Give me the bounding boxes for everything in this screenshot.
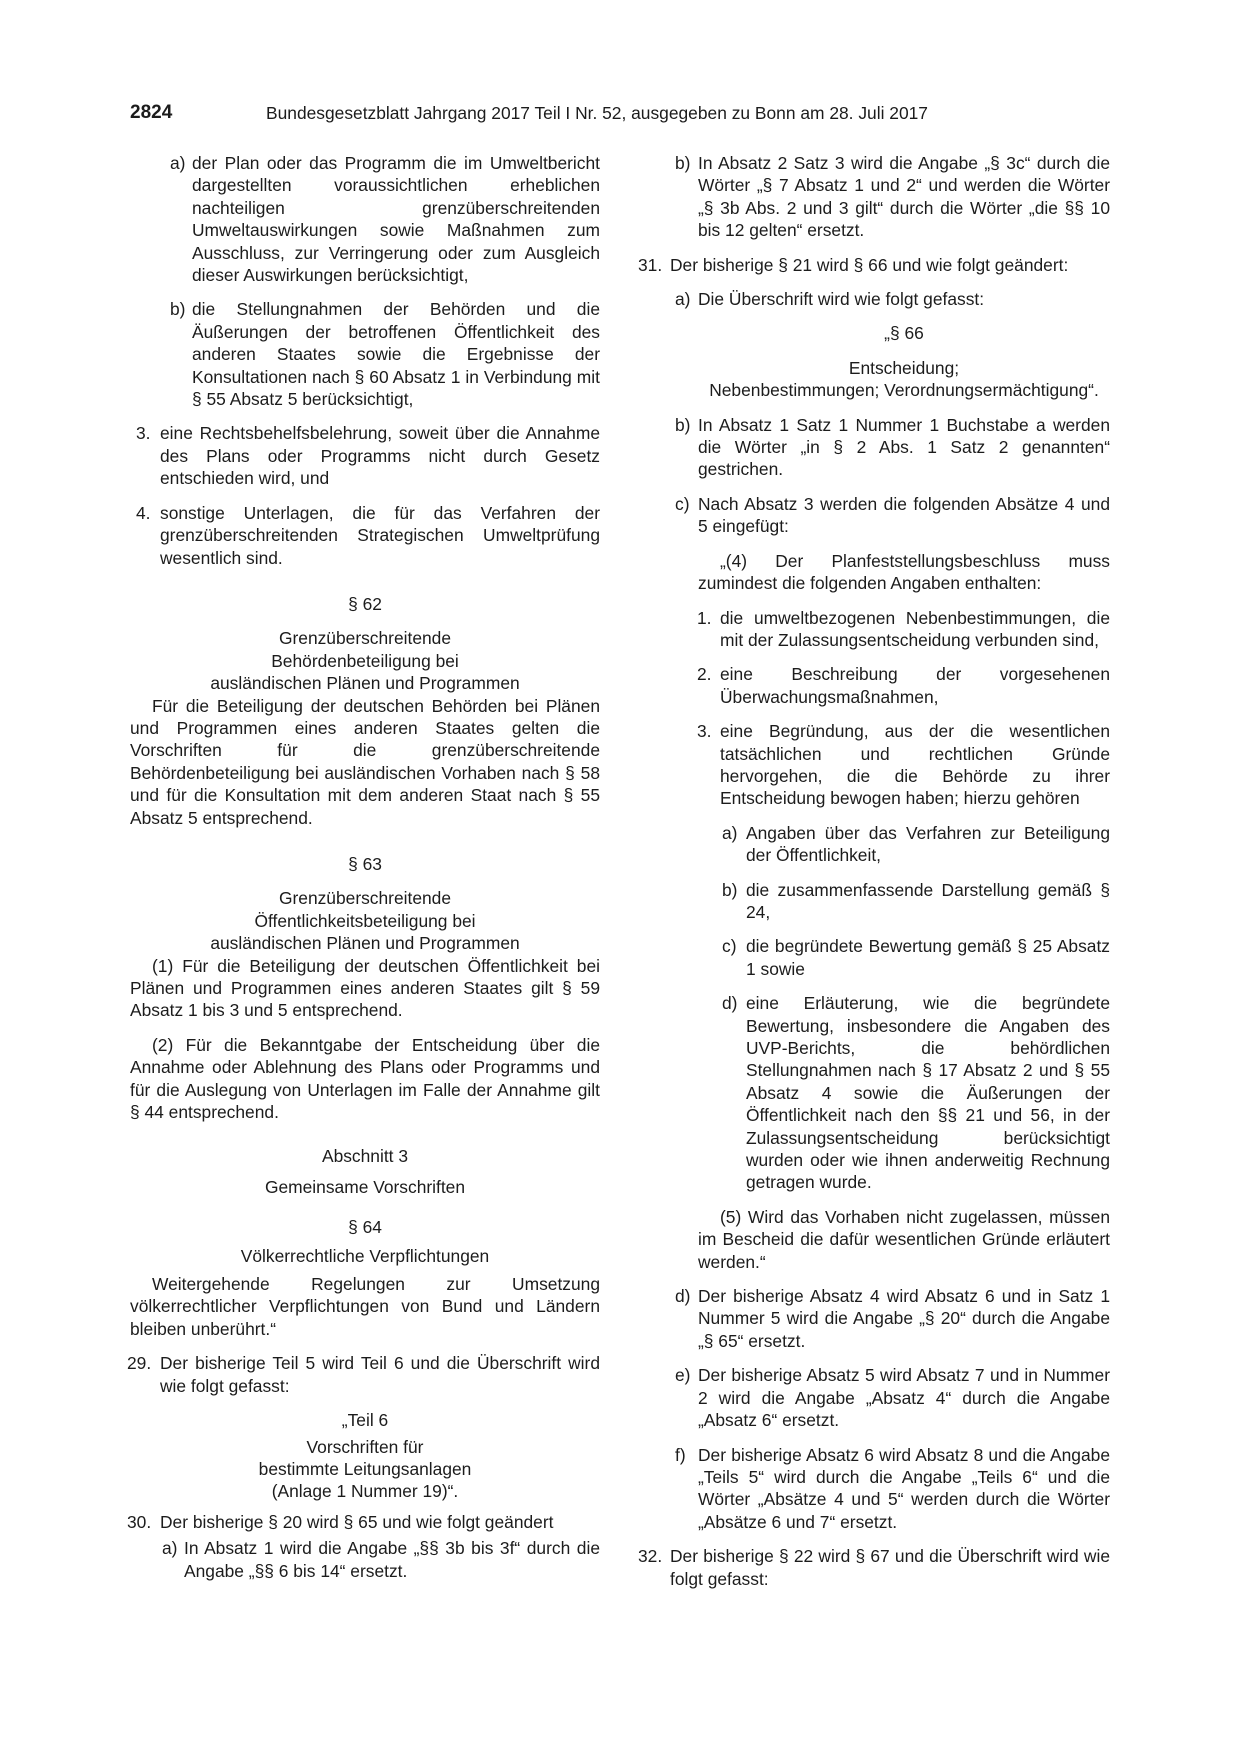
list-item	[640, 992, 1110, 1194]
list-item	[640, 288, 1110, 310]
section-title: Öffentlichkeitsbeteiligung bei	[254, 910, 476, 931]
list-item	[640, 414, 1110, 481]
list-item	[127, 1511, 600, 1533]
section-number: § 63	[348, 853, 382, 874]
section-title: ausländischen Plänen und Programmen	[210, 933, 520, 954]
list-item	[640, 822, 1110, 867]
section-title: Behördenbeteiligung bei	[271, 650, 459, 671]
item-text: eine Begründung, aus der die wesentlichen tatsächlichen und rechtlichen Gründe hervorgehen, die die Behörde zu ihrer Entscheidung bewogen haben; hierzu gehören	[720, 721, 1110, 809]
item-label: 31.	[638, 254, 663, 275]
item-text: In Absatz 1 Satz 1 Nummer 1 Buchstabe a werden die Wörter „in § 2 Abs. 1 Satz 2 genannten“ gestrichen.	[698, 414, 1110, 480]
list-item	[130, 298, 600, 410]
paragraph: (5) Wird das Vorhaben nicht zugelassen, müssen im Bescheid die dafür wesentlichen Gründe erläutert werden.“	[698, 1206, 1110, 1272]
item-text: sonstige Unterlagen, die für das Verfahren der grenzüberschreitenden Strategischen Umweltprüfung wesentlich sind.	[160, 502, 600, 568]
item-label: b)	[722, 879, 738, 900]
item-label: a)	[170, 153, 186, 173]
item-label: e)	[675, 1365, 691, 1386]
list-item	[640, 879, 1110, 924]
quoted-heading: (Anlage 1 Nummer 19)“.	[271, 1481, 459, 1502]
item-text: Der bisherige Absatz 4 wird Absatz 6 und in Satz 1 Nummer 5 wird die Angabe „§ 20“ durch die Angabe „§ 65“ ersetzt.	[698, 1286, 1110, 1351]
section-title: Grenzüberschreitende	[278, 888, 452, 909]
paragraph: (2) Für die Bekanntgabe der Entscheidung über die Annahme oder Ablehnung des Plans oder Programms und für die Auslegung von Unterlagen im Falle der Annahme gilt § 44 entsprechend.	[130, 1034, 600, 1123]
item-label: b)	[170, 299, 186, 320]
item-label: 3.	[697, 721, 712, 742]
item-text: In Absatz 1 wird die Angabe „§§ 3b bis 3f“ durch die Angabe „§§ 6 bis 14“ ersetzt.	[184, 1538, 600, 1581]
item-text: Der bisherige Absatz 6 wird Absatz 8 und die Angabe „Teils 5“ wird durch die Angabe „Teils 6“ und die Wörter „Absätze 4 und 5“ werden durch die Wörter „Absätze 6 und 7“ ersetzt.	[698, 1444, 1110, 1532]
list-item	[130, 422, 600, 489]
item-label: b)	[675, 153, 691, 173]
item-text: Angaben über das Verfahren zur Beteiligung der Öffentlichkeit,	[746, 822, 1110, 866]
item-text: die Stellungnahmen der Behörden und die Äußerungen der betroffenen Öffentlichkeit des anderen Staates sowie die Ergebnisse der Konsultationen nach § 60 Absatz 1 in Verbindung mit § 55 Absatz 5 berücksichtigt,	[192, 299, 600, 410]
item-label: a)	[675, 289, 691, 310]
list-item	[640, 152, 1110, 242]
list-item	[640, 607, 1110, 652]
item-label: a)	[722, 822, 738, 843]
list-item	[640, 1444, 1110, 1534]
item-label: 4.	[136, 502, 151, 523]
page-number: 2824	[130, 102, 173, 123]
item-label: b)	[675, 414, 691, 435]
item-label: 30.	[127, 1511, 152, 1532]
running-title: Bundesgesetzblatt Jahrgang 2017 Teil I Nr. 52, ausgegeben zu Bonn am 28. Juli 2017	[266, 103, 928, 123]
section-title: Grenzüberschreitende	[278, 628, 452, 649]
item-label: a)	[162, 1538, 178, 1559]
section-number: § 64	[348, 1217, 382, 1238]
list-item	[130, 502, 600, 569]
item-label: c)	[675, 493, 690, 514]
item-label: 1.	[697, 607, 712, 628]
item-text: die zusammenfassende Darstellung gemäß § 24,	[746, 879, 1110, 922]
right-column	[640, 152, 1110, 1602]
item-label: 29.	[127, 1353, 152, 1374]
quoted-heading: „Teil 6	[341, 1410, 389, 1431]
list-item	[640, 493, 1110, 538]
item-text: eine Erläuterung, wie die begründete Bewertung, insbesondere die Angaben des UVP-Berichts, die behördlichen Stellungnahmen nach § 17 Absatz 2 und § 55 Absatz 4 sowie die Äußerungen der Öffentlichkeit nach den §§ 21 und 56, in der Zulassungsentscheidung berücksichtigt wurden oder wie ihnen anderweitig Rechnung getragen wurde.	[746, 993, 1110, 1193]
list-item	[640, 720, 1110, 810]
section-number: § 62	[348, 593, 382, 614]
item-text: die umweltbezogenen Nebenbestimmungen, die mit der Zulassungsentscheidung verbunden sind,	[720, 607, 1110, 650]
quoted-heading: „§ 66	[884, 323, 924, 344]
quoted-heading: Vorschriften für	[306, 1436, 424, 1457]
chapter-number: Abschnitt 3	[321, 1146, 409, 1167]
item-text: Die Überschrift wird wie folgt gefasst:	[698, 289, 985, 310]
paragraph: Weitergehende Regelungen zur Umsetzung völkerrechtlicher Verpflichtungen von Bund und Ländern bleiben unberührt.“	[130, 1274, 600, 1339]
item-label: c)	[722, 936, 737, 957]
paragraph: Für die Beteiligung der deutschen Behörden bei Plänen und Programmen eines anderen Staates gelten die Vorschriften für die grenzüberschreitende Behördenbeteiligung bei ausländischen Vorhaben nach § 58 und für die Konsultation mit dem anderen Staat nach § 55 Absatz 5 entsprechend.	[130, 695, 600, 828]
list-item	[130, 1537, 600, 1582]
quoted-heading: Entscheidung;	[848, 357, 960, 378]
item-label: d)	[675, 1286, 691, 1307]
item-text: eine Rechtsbehelfsbelehrung, soweit über die Annahme des Plans oder Programms nicht durch Gesetz entschieden wird, und	[160, 423, 600, 489]
item-label: d)	[722, 993, 738, 1014]
item-text: In Absatz 2 Satz 3 wird die Angabe „§ 3c“ durch die Wörter „§ 7 Absatz 1 und 2“ und werden die Wörter „§ 3b Abs. 2 und 3 gilt“ durch die Wörter „die §§ 10 bis 12 gelten“ ersetzt.	[698, 153, 1110, 241]
paragraph: (1) Für die Beteiligung der deutschen Öffentlichkeit bei Plänen und Programmen eines anderen Staates gilt § 59 Absatz 1 bis 3 und 5 entsprechend.	[130, 955, 600, 1021]
item-text: Der bisherige § 21 wird § 66 und wie folgt geändert:	[670, 254, 1069, 275]
paragraph: „(4) Der Planfeststellungsbeschluss muss zumindest die folgenden Angaben enthalten:	[698, 550, 1110, 594]
item-text: eine Beschreibung der vorgesehenen Überwachungsmaßnahmen,	[720, 664, 1110, 707]
list-item	[130, 152, 600, 286]
quoted-heading: Nebenbestimmungen; Verordnungsermächtigung“.	[709, 380, 1099, 401]
left-column	[127, 152, 600, 1582]
list-item	[127, 1352, 600, 1397]
list-item	[640, 1545, 1110, 1590]
list-item	[640, 254, 1110, 276]
item-text: Nach Absatz 3 werden die folgenden Absätze 4 und 5 eingefügt:	[698, 493, 1110, 537]
item-label: 32.	[638, 1546, 663, 1567]
item-text: Der bisherige Absatz 5 wird Absatz 7 und in Nummer 2 wird die Angabe „Absatz 4“ durch die Angabe „Absatz 6“ ersetzt.	[698, 1365, 1110, 1431]
item-text: Der bisherige § 22 wird § 67 und die Überschrift wird wie folgt gefasst:	[670, 1546, 1110, 1589]
item-text: der Plan oder das Programm die im Umweltbericht dargestellten voraussichtlichen erheblichen nachteiligen grenzüberschreitenden Umweltauswirkungen sowie Maßnahmen zum Ausschluss, zur Verringerung oder zum Ausgleich dieser Auswirkungen berücksichtigt,	[192, 153, 600, 286]
item-label: 2.	[697, 664, 712, 685]
item-text: die begründete Bewertung gemäß § 25 Absatz 1 sowie	[746, 936, 1110, 979]
quoted-heading: bestimmte Leitungsanlagen	[258, 1458, 472, 1479]
section-title: Völkerrechtliche Verpflichtungen	[240, 1245, 490, 1266]
list-item	[640, 935, 1110, 980]
section-title: ausländischen Plänen und Programmen	[210, 673, 520, 694]
item-text: Der bisherige Teil 5 wird Teil 6 und die Überschrift wird wie folgt gefasst:	[160, 1353, 600, 1396]
item-label: 3.	[136, 423, 151, 444]
chapter-title: Gemeinsame Vorschriften	[264, 1176, 466, 1197]
item-label: f)	[675, 1444, 686, 1465]
list-item	[640, 1364, 1110, 1431]
item-text: Der bisherige § 20 wird § 65 und wie folgt geändert	[160, 1511, 554, 1532]
list-item	[640, 663, 1110, 708]
list-item	[640, 1285, 1110, 1352]
